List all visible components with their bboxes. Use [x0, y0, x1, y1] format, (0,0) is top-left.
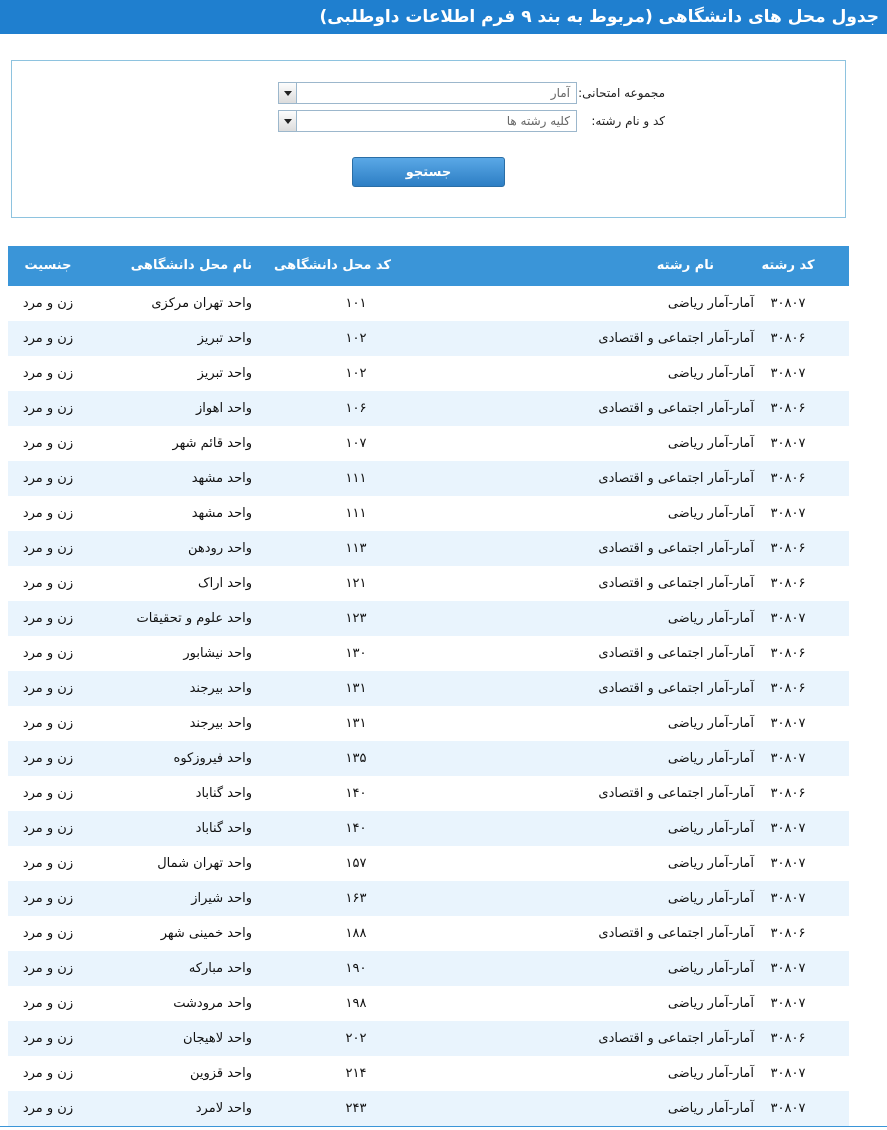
- unit-name-cell: واحد خمینی شهر: [160, 926, 252, 941]
- field-name-cell: آمار-آمار اجتماعی و اقتصادی: [598, 331, 754, 346]
- unit-name-cell: واحد قائم شهر: [172, 436, 252, 451]
- field-code-cell: ۳۰۸۰۶: [770, 541, 806, 556]
- table-row: [8, 1021, 849, 1056]
- field-name-cell: آمار-آمار اجتماعی و اقتصادی: [598, 681, 754, 696]
- field-code-cell: ۳۰۸۰۶: [770, 1031, 806, 1046]
- table-row: [8, 706, 849, 741]
- page-title: جدول محل های دانشگاهی (مربوط به بند ۹ فرم اطلاعات داوطلبی): [0, 0, 887, 34]
- table-header: [8, 246, 849, 286]
- unit-code-cell: ۱۲۱: [345, 576, 367, 591]
- field-code-cell: ۳۰۸۰۶: [770, 646, 806, 661]
- gender-cell: زن و مرد: [22, 471, 74, 486]
- header-field-name: نام رشته: [656, 258, 714, 273]
- field-row: [12, 110, 845, 132]
- unit-code-cell: ۱۱۱: [345, 471, 367, 486]
- unit-code-cell: ۲۰۲: [345, 1031, 367, 1046]
- unit-name-cell: واحد بیرجند: [189, 681, 252, 696]
- table-row: [8, 426, 849, 461]
- table-row: [8, 846, 849, 881]
- field-code-cell: ۳۰۸۰۶: [770, 576, 806, 591]
- table-row: [8, 391, 849, 426]
- field-name-cell: آمار-آمار ریاضی: [667, 891, 754, 906]
- field-code-cell: ۳۰۸۰۷: [770, 506, 806, 521]
- header-gender: جنسیت: [24, 258, 72, 273]
- table-body: [8, 286, 849, 1126]
- gender-cell: زن و مرد: [22, 716, 74, 731]
- table-row: [8, 1056, 849, 1091]
- field-name-cell: آمار-آمار ریاضی: [667, 436, 754, 451]
- field-name-cell: آمار-آمار ریاضی: [667, 506, 754, 521]
- unit-code-cell: ۲۱۴: [345, 1066, 367, 1081]
- unit-code-cell: ۱۴۰: [345, 786, 367, 801]
- unit-name-cell: واحد تبریز: [197, 366, 252, 381]
- field-code-cell: ۳۰۸۰۷: [770, 716, 806, 731]
- table-row: [8, 321, 849, 356]
- gender-cell: زن و مرد: [22, 331, 74, 346]
- unit-name-cell: واحد رودهن: [188, 541, 252, 556]
- gender-cell: زن و مرد: [22, 961, 74, 976]
- unit-code-cell: ۱۹۰: [345, 961, 367, 976]
- gender-cell: زن و مرد: [22, 751, 74, 766]
- table-row: [8, 741, 849, 776]
- unit-name-cell: واحد تهران مرکزی: [151, 296, 252, 311]
- gender-cell: زن و مرد: [22, 891, 74, 906]
- gender-cell: زن و مرد: [22, 1066, 74, 1081]
- unit-code-cell: ۱۳۱: [345, 681, 367, 696]
- field-code-cell: ۳۰۸۰۶: [770, 471, 806, 486]
- unit-name-cell: واحد تهران شمال: [157, 856, 252, 871]
- field-code-cell: ۳۰۸۰۷: [770, 611, 806, 626]
- unit-name-cell: واحد تبریز: [197, 331, 252, 346]
- field-code-cell: ۳۰۸۰۷: [770, 856, 806, 871]
- gender-cell: زن و مرد: [22, 996, 74, 1011]
- table-row: [8, 881, 849, 916]
- unit-code-cell: ۱۰۶: [345, 401, 367, 416]
- gender-cell: زن و مرد: [22, 541, 74, 556]
- field-name-cell: آمار-آمار اجتماعی و اقتصادی: [598, 1031, 754, 1046]
- field-code-cell: ۳۰۸۰۶: [770, 926, 806, 941]
- table-row: [8, 811, 849, 846]
- unit-name-cell: واحد نیشابور: [183, 646, 252, 661]
- exam-group-label: مجموعه امتحانی:: [578, 86, 665, 100]
- gender-cell: زن و مرد: [22, 926, 74, 941]
- gender-cell: زن و مرد: [22, 366, 74, 381]
- header-unit-name: نام محل دانشگاهی: [130, 258, 252, 273]
- chevron-down-icon[interactable]: [279, 111, 297, 131]
- unit-code-cell: ۱۳۰: [345, 646, 367, 661]
- table-row: [8, 951, 849, 986]
- unit-code-cell: ۱۰۷: [345, 436, 367, 451]
- gender-cell: زن و مرد: [22, 611, 74, 626]
- field-name-cell: آمار-آمار ریاضی: [667, 1101, 754, 1116]
- unit-name-cell: واحد لاهیجان: [183, 1031, 252, 1046]
- field-code-cell: ۳۰۸۰۷: [770, 996, 806, 1011]
- unit-code-cell: ۱۰۲: [345, 366, 367, 381]
- gender-cell: زن و مرد: [22, 786, 74, 801]
- field-name-cell: آمار-آمار اجتماعی و اقتصادی: [598, 471, 754, 486]
- field-name-cell: آمار-آمار ریاضی: [667, 996, 754, 1011]
- unit-code-cell: ۱۰۱: [345, 296, 367, 311]
- field-code-cell: ۳۰۸۰۷: [770, 296, 806, 311]
- table-row: [8, 356, 849, 391]
- exam-group-select[interactable]: [278, 82, 577, 104]
- unit-name-cell: واحد علوم و تحقیقات: [136, 611, 252, 626]
- field-name-cell: آمار-آمار ریاضی: [667, 611, 754, 626]
- unit-name-cell: واحد گناباد: [195, 786, 252, 801]
- field-name-cell: آمار-آمار ریاضی: [667, 296, 754, 311]
- bottom-divider: [0, 1126, 887, 1127]
- field-code-cell: ۳۰۸۰۷: [770, 366, 806, 381]
- exam-group-row: [12, 82, 845, 104]
- table-row: [8, 286, 849, 321]
- unit-code-cell: ۱۲۳: [345, 611, 367, 626]
- unit-name-cell: واحد مبارکه: [188, 961, 252, 976]
- field-name-cell: آمار-آمار اجتماعی و اقتصادی: [598, 541, 754, 556]
- table-row: [8, 916, 849, 951]
- gender-cell: زن و مرد: [22, 296, 74, 311]
- header-unit-code: کد محل دانشگاهی: [274, 258, 391, 273]
- unit-code-cell: ۱۶۳: [345, 891, 367, 906]
- field-code-cell: ۳۰۸۰۶: [770, 401, 806, 416]
- table-row: [8, 1091, 849, 1126]
- table-row: [8, 776, 849, 811]
- unit-code-cell: ۱۱۱: [345, 506, 367, 521]
- field-name-cell: آمار-آمار اجتماعی و اقتصادی: [598, 576, 754, 591]
- gender-cell: زن و مرد: [22, 506, 74, 521]
- gender-cell: زن و مرد: [22, 436, 74, 451]
- results-table: [8, 246, 849, 1126]
- field-code-cell: ۳۰۸۰۶: [770, 786, 806, 801]
- table-row: [8, 601, 849, 636]
- unit-code-cell: ۲۴۳: [345, 1101, 367, 1116]
- filter-panel: [11, 60, 846, 218]
- gender-cell: زن و مرد: [22, 1101, 74, 1116]
- unit-name-cell: واحد مرودشت: [173, 996, 252, 1011]
- field-name-cell: آمار-آمار اجتماعی و اقتصادی: [598, 786, 754, 801]
- table-row: [8, 566, 849, 601]
- field-name-cell: آمار-آمار اجتماعی و اقتصادی: [598, 646, 754, 661]
- field-code-cell: ۳۰۸۰۷: [770, 436, 806, 451]
- unit-code-cell: ۱۳۱: [345, 716, 367, 731]
- field-code-cell: ۳۰۸۰۷: [770, 891, 806, 906]
- field-name-cell: آمار-آمار اجتماعی و اقتصادی: [598, 926, 754, 941]
- field-code-cell: ۳۰۸۰۶: [770, 681, 806, 696]
- unit-name-cell: واحد بیرجند: [189, 716, 252, 731]
- header-field-code: کد رشته: [761, 258, 815, 273]
- field-code-cell: ۳۰۸۰۷: [770, 961, 806, 976]
- field-name-cell: آمار-آمار ریاضی: [667, 1066, 754, 1081]
- unit-name-cell: واحد مشهد: [191, 506, 252, 521]
- field-name-cell: آمار-آمار ریاضی: [667, 961, 754, 976]
- gender-cell: زن و مرد: [22, 576, 74, 591]
- field-code-cell: ۳۰۸۰۷: [770, 1101, 806, 1116]
- unit-code-cell: ۱۵۷: [345, 856, 367, 871]
- unit-name-cell: واحد شیراز: [191, 891, 252, 906]
- unit-code-cell: ۱۸۸: [345, 926, 367, 941]
- unit-code-cell: ۱۳۵: [345, 751, 367, 766]
- unit-name-cell: واحد اهواز: [196, 401, 252, 416]
- unit-name-cell: واحد قزوین: [189, 1066, 252, 1081]
- field-code-cell: ۳۰۸۰۷: [770, 1066, 806, 1081]
- unit-name-cell: واحد فیروزکوه: [173, 751, 252, 766]
- unit-name-cell: واحد گناباد: [195, 821, 252, 836]
- field-label: کد و نام رشته:: [591, 114, 665, 128]
- exam-group-value: آمار: [550, 86, 570, 100]
- gender-cell: زن و مرد: [22, 646, 74, 661]
- gender-cell: زن و مرد: [22, 821, 74, 836]
- unit-name-cell: واحد مشهد: [191, 471, 252, 486]
- field-code-cell: ۳۰۸۰۷: [770, 821, 806, 836]
- field-code-cell: ۳۰۸۰۷: [770, 751, 806, 766]
- unit-code-cell: ۱۱۳: [345, 541, 367, 556]
- field-name-cell: آمار-آمار اجتماعی و اقتصادی: [598, 401, 754, 416]
- field-code-cell: ۳۰۸۰۶: [770, 331, 806, 346]
- field-name-cell: آمار-آمار ریاضی: [667, 716, 754, 731]
- unit-code-cell: ۱۴۰: [345, 821, 367, 836]
- gender-cell: زن و مرد: [22, 856, 74, 871]
- table-row: [8, 636, 849, 671]
- table-row: [8, 461, 849, 496]
- table-row: [8, 986, 849, 1021]
- unit-code-cell: ۱۰۲: [345, 331, 367, 346]
- table-row: [8, 496, 849, 531]
- gender-cell: زن و مرد: [22, 681, 74, 696]
- gender-cell: زن و مرد: [22, 401, 74, 416]
- field-name-cell: آمار-آمار ریاضی: [667, 366, 754, 381]
- field-name-cell: آمار-آمار ریاضی: [667, 856, 754, 871]
- field-value: کلیه رشته ها: [506, 114, 570, 128]
- unit-name-cell: واحد اراک: [197, 576, 252, 591]
- field-name-cell: آمار-آمار ریاضی: [667, 821, 754, 836]
- field-name-cell: آمار-آمار ریاضی: [667, 751, 754, 766]
- table-row: [8, 531, 849, 566]
- unit-name-cell: واحد لامرد: [195, 1101, 252, 1116]
- table-row: [8, 671, 849, 706]
- chevron-down-icon[interactable]: [279, 83, 297, 103]
- search-button[interactable]: جستجو: [352, 157, 505, 187]
- gender-cell: زن و مرد: [22, 1031, 74, 1046]
- field-select[interactable]: [278, 110, 577, 132]
- unit-code-cell: ۱۹۸: [345, 996, 367, 1011]
